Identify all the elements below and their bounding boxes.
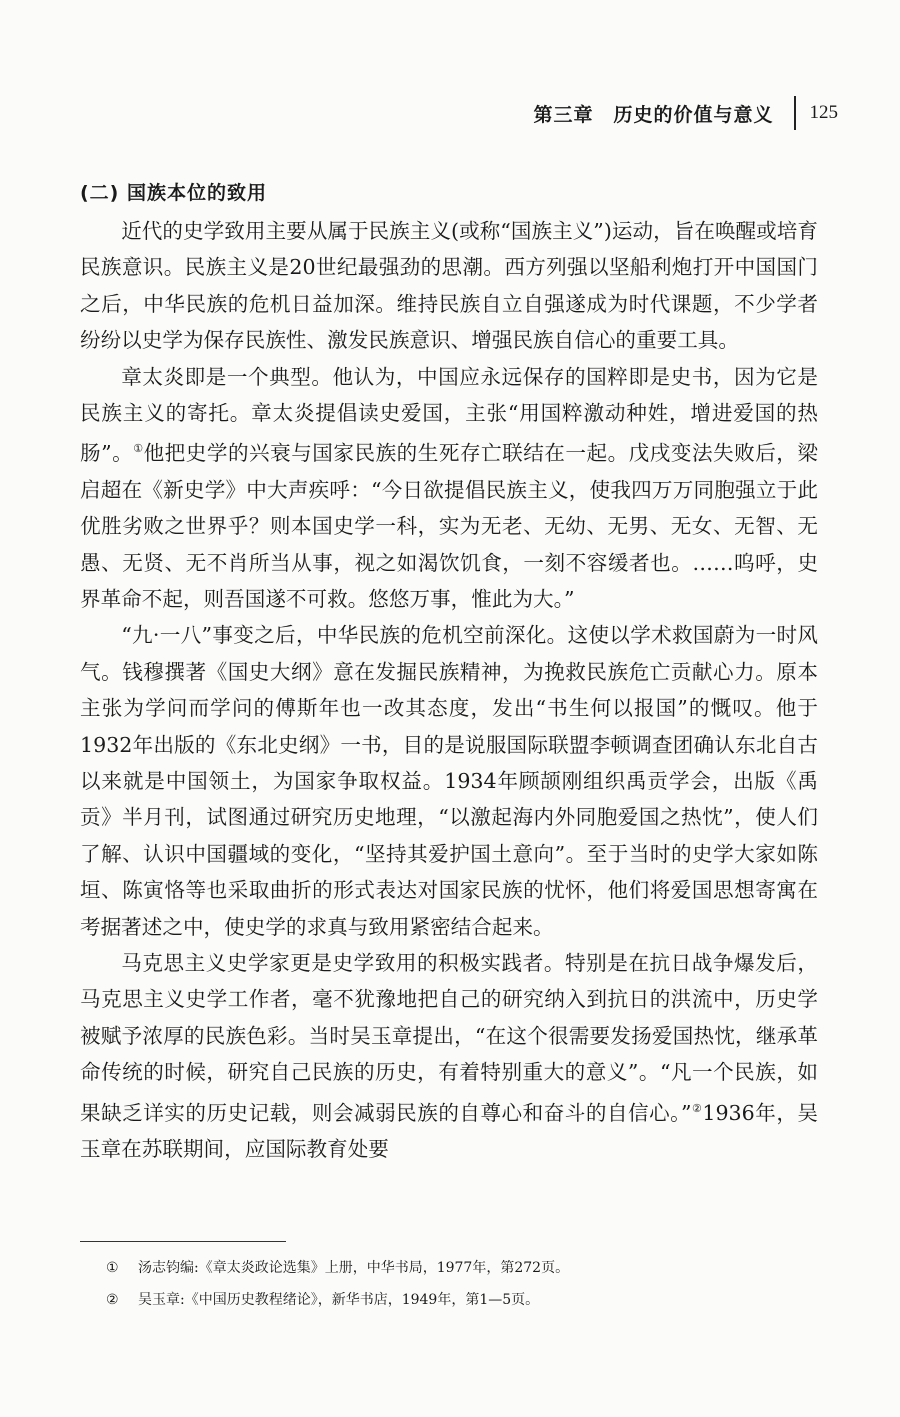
footnote-ref-1: ① [133, 442, 144, 456]
paragraph-text: 1936年，吴玉章在苏联期间，应国际教育处要 [80, 1100, 818, 1161]
page-body [80, 178, 818, 1167]
paragraph-3 [80, 617, 818, 945]
paragraph-text: 马克思主义史学家更是史学致用的积极实践者。特别是在抗日战争爆发后，马克思主义史学工作者，毫不犹豫地把自己的研究纳入到抗日的洪流中，历史学被赋予浓厚的民族色彩。当时吴玉章提出，“在这个很需要发扬爱国热忱，继承革命传统的时候，研究自己民族的历史，有着特别重大的意义”。“凡一个民族，如果缺乏详实的历史记载，则会减弱民族的自尊心和奋斗的自信心。” [80, 950, 818, 1125]
footnote-divider [80, 1241, 286, 1242]
footnote-text: 汤志钧编:《章太炎政论选集》上册，中华书局，1977年，第272页。 [138, 1260, 570, 1276]
paragraph-1 [80, 213, 818, 359]
footnotes [106, 1252, 806, 1316]
paragraph-text: “九·一八”事变之后，中华民族的危机空前深化。这使以学术救国蔚为一时风气。钱穆撰著《国史大纲》意在发掘民族精神，为挽救民族危亡贡献心力。原本主张为学问而学问的傅斯年也一改其态度，发出“书生何以报国”的慨叹。他于1932年出版的《东北史纲》一书，目的是说服国际联盟李顿调查团确认东北自古以来就是中国领土，为国家争取权益。1934年顾颉刚组织禹贡学会，出版《禹贡》半月刊，试图通过研究历史地理，“以激起海内外同胞爱国之热忱”，使人们了解、认识中国疆域的变化，“坚持其爱护国土意向”。至于当时的史学大家如陈垣、陈寅恪等也采取曲折的形式表达对国家民族的忧怀，他们将爱国思想寄寓在考据著述之中，使史学的求真与致用紧密结合起来。 [80, 623, 818, 939]
footnote-mark: ② [106, 1292, 119, 1308]
footnote-ref-2: ② [691, 1101, 703, 1115]
paragraph-text: 他把史学的兴衰与国家民族的生死存亡联结在一起。戊戌变法失败后，梁启超在《新史学》中大声疾呼：“今日欲提倡民族主义，使我四万万同胞强立于此优胜劣败之世界乎？则本国史学一科，实为无老、无幼、无男、无女、无智、无愚、无贤、无不肖所当从事，视之如渴饮饥食，一刻不容缓者也。……呜呼，史界革命不起，则吾国遂不可救。悠悠万事，惟此为大。” [80, 441, 818, 611]
paragraph-text: 近代的史学致用主要从属于民族主义(或称“国族主义”)运动，旨在唤醒或培育民族意识。民族主义是20世纪最强劲的思潮。西方列强以坚船利炮打开中国国门之后，中华民族的危机日益加深。维持民族自立自强遂成为时代课题，不少学者纷纷以史学为保存民族性、激发民族意识、增强民族自信心的重要工具。 [80, 219, 818, 353]
paragraph-4 [80, 945, 818, 1167]
chapter-title: 第三章 历史的价值与意义 [533, 103, 774, 126]
section-heading: (二) 国族本位的致用 [80, 182, 267, 204]
header-divider [794, 96, 796, 130]
footnote-2 [106, 1284, 806, 1316]
paragraph-2 [80, 359, 818, 618]
footnote-1 [106, 1252, 806, 1284]
footnote-mark: ① [106, 1260, 119, 1276]
running-header [533, 96, 838, 130]
paragraph-text: 章太炎即是一个典型。他认为，中国应永远保存的国粹即是史书，因为它是民族主义的寄托。章太炎提倡读史爱国，主张“用国粹激动种姓，增进爱国的热肠”。 [80, 364, 818, 466]
page-number: 125 [809, 102, 838, 123]
footnote-text: 吴玉章:《中国历史教程绪论》，新华书店，1949年，第1—5页。 [138, 1292, 540, 1308]
